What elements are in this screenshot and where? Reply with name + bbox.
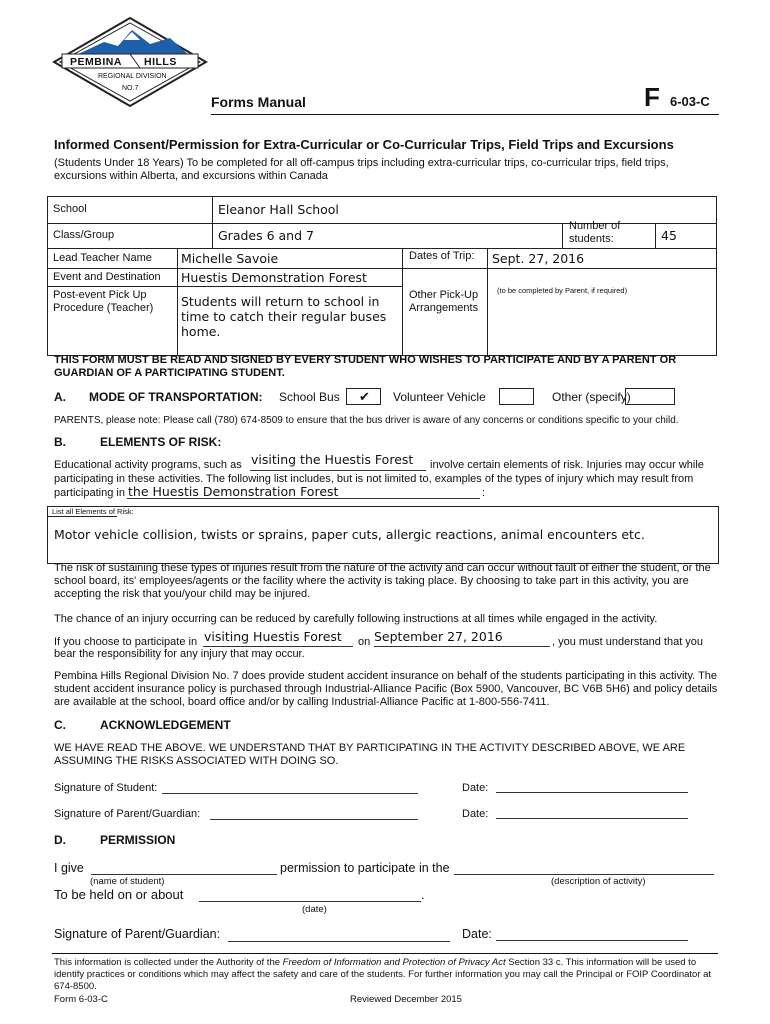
risk-list-value[interactable]: Motor vehicle collision, twists or sprains, paper cuts, allergic reactions, animal encounters etc. — [54, 527, 645, 542]
pembina-hills-logo — [52, 16, 208, 108]
i-give-label: I give — [54, 861, 84, 875]
section-b-title: ELEMENTS OF RISK: — [100, 435, 222, 449]
d-sig-parent-line[interactable] — [228, 941, 450, 942]
section-b-letter: B. — [54, 435, 66, 449]
lead-teacher-value[interactable]: Michelle Savoie — [181, 251, 279, 266]
d-date-label: Date: — [462, 927, 492, 941]
student-name-line[interactable] — [91, 874, 277, 875]
must-read-notice: THIS FORM MUST BE READ AND SIGNED BY EVERY STUDENT WHO WISHES TO PARTICIPATE AND BY A PARENT OR GUARDIAN OF A PARTICIPATING STUDENT. — [54, 354, 677, 379]
c-date1-line[interactable] — [496, 792, 688, 793]
dates-value[interactable]: Sept. 27, 2016 — [492, 251, 585, 266]
volunteer-label: Volunteer Vehicle — [393, 390, 486, 404]
risk-list-divider — [47, 516, 117, 517]
d-sig-parent-label: Signature of Parent/Guardian: — [54, 927, 221, 941]
b-p1-a: Educational activity programs, such as — [54, 459, 242, 471]
school-value[interactable]: Eleanor Hall School — [218, 202, 339, 217]
sig-parent-line[interactable] — [210, 819, 418, 820]
b-p4-fill2[interactable]: September 27, 2016 — [374, 629, 503, 644]
b-p5: Pembina Hills Regional Division No. 7 does provide student accident insurance on behalf of the students participating in this activity. The student accident insurance policy is purchased through Industrial-Alliance Pacific (Box 5900, Vancouver, BC V6B 5H6) and policy details are available at the school, board office and/or by calling Industrial-Alliance Pacific at 1-800-556-7411. — [54, 670, 718, 708]
other-pickup-label: Other Pick-Up Arrangements — [409, 289, 479, 314]
d-date-line[interactable] — [496, 940, 688, 941]
form-letter: F — [644, 82, 660, 112]
footer-act-name: Freedom of Information and Protection of Privacy Act — [282, 957, 506, 968]
b-p1-b: involve certain elements of risk. Injuries may occur while — [430, 459, 704, 471]
footer-form-no: Form 6-03-C — [54, 994, 108, 1005]
footer-text-a: This information is collected under the Authority of the — [54, 957, 283, 968]
footer-rule — [52, 953, 718, 954]
b-p4-fill1[interactable]: visiting Huestis Forest — [204, 629, 342, 644]
header-title: Forms Manual — [211, 94, 306, 110]
b-p3: The chance of an injury occurring can be reduced by carefully following instructions at all times while engaged in the activity. — [54, 613, 658, 625]
section-c-title: ACKNOWLEDGEMENT — [100, 718, 231, 732]
class-label: Class/Group — [53, 229, 115, 241]
b-p4-line2 — [374, 646, 550, 647]
activity-line[interactable] — [454, 874, 714, 875]
other-checkbox[interactable] — [625, 388, 675, 405]
sig-student-line[interactable] — [162, 793, 418, 794]
section-a-letter: A. — [54, 390, 66, 404]
form-code: 6-03-C — [670, 94, 710, 109]
class-value[interactable]: Grades 6 and 7 — [218, 228, 314, 243]
c-date2-line[interactable] — [496, 818, 688, 819]
risk-list-label: List all Elements of Risk: — [52, 507, 134, 516]
activity-caption: (description of activity) — [551, 876, 646, 887]
b-p4-on: on — [358, 636, 371, 648]
section-c-letter: C. — [54, 718, 66, 732]
date-caption: (date) — [302, 904, 327, 915]
name-caption: (name of student) — [90, 876, 165, 887]
sig-parent-label: Signature of Parent/Guardian: — [54, 808, 201, 820]
b-p4-b: , you must understand that you — [552, 636, 704, 648]
logo-name-right: HILLS — [144, 56, 177, 68]
c-text: WE HAVE READ THE ABOVE. WE UNDERSTAND THAT BY PARTICIPATING IN THE ACTIVITY DESCRIBED ABOVE, WE ARE ASSUMING THE RISKS ASSOCIATED WITH DOING SO. — [54, 742, 686, 767]
footer-text-b: Section 33 c. This information will be used to identify practices or conditions which may affect the safety and care of the students. For further information you may call the Principal or FOIP Coordinator at 674-8500. — [54, 957, 712, 992]
b-p1-c: participating in these activities. The following list includes, but is not limited to, examples of the types of injury which may result from — [54, 473, 694, 485]
b-p1-e: : — [482, 487, 486, 499]
b-p4-c: bear the responsibility for any injury that may occur. — [54, 648, 305, 660]
trip-info-table — [47, 196, 717, 356]
b-p1-d: participating in — [54, 487, 125, 499]
logo-name-left: PEMBINA — [70, 56, 122, 68]
held-date-line[interactable] — [199, 901, 421, 902]
num-students-label: Number of students: — [569, 220, 621, 245]
logo-sub1: REGIONAL DIVISION — [98, 73, 167, 80]
sig-student-label: Signature of Student: — [54, 782, 158, 794]
school-label: School — [53, 203, 87, 215]
footer-reviewed: Reviewed December 2015 — [350, 994, 462, 1005]
b-p1-fill2[interactable]: the Huestis Demonstration Forest — [128, 484, 339, 499]
held-period: . — [421, 887, 425, 902]
event-label: Event and Destination — [53, 271, 161, 283]
section-a-title: MODE OF TRANSPORTATION: — [89, 390, 263, 404]
intro-text: (Students Under 18 Years) To be completed for all off-campus trips including extra-curricular trips, co-curricular trips, field trips, excursions within Alberta, and excursions within Canada — [54, 157, 669, 182]
c-date2-label: Date: — [462, 808, 489, 820]
c-date1-label: Date: — [462, 782, 489, 794]
section-d-title: PERMISSION — [100, 833, 176, 847]
postevent-value[interactable]: Students will return to school in time to catch their regular buses home. — [181, 294, 387, 339]
footer-text — [54, 957, 718, 993]
b-p4-a: If you choose to participate in — [54, 636, 198, 648]
school-bus-label: School Bus — [279, 390, 340, 404]
check-icon: ✔ — [359, 389, 370, 404]
dates-label: Dates of Trip: — [409, 250, 475, 262]
permission-text: permission to participate in the — [280, 861, 450, 875]
other-pickup-note: (to be completed by Parent, if required) — [497, 286, 628, 295]
held-on-label: To be held on or about — [54, 887, 184, 902]
event-value[interactable]: Huestis Demonstration Forest — [181, 270, 367, 285]
b-p1-fill1[interactable]: visiting the Huestis Forest — [251, 452, 414, 467]
parents-note: PARENTS, please note: Please call (780) 674-8509 to ensure that the bus driver is aware of any concerns or conditions specific to your child. — [54, 415, 679, 426]
doc-title: Informed Consent/Permission for Extra-Curricular or Co-Curricular Trips, Field Trips and Excursions — [54, 137, 674, 152]
logo-sub2: NO.7 — [122, 85, 139, 92]
section-d-letter: D. — [54, 833, 66, 847]
volunteer-checkbox[interactable] — [499, 388, 534, 405]
other-label: Other (specify) — [552, 390, 631, 404]
lead-teacher-label: Lead Teacher Name — [53, 252, 152, 264]
b-p4-line1 — [203, 646, 353, 647]
postevent-label: Post-event Pick Up Procedure (Teacher) — [53, 289, 154, 314]
header-rule — [211, 114, 719, 115]
num-students-value[interactable]: 45 — [661, 228, 677, 243]
b-p1-line2 — [127, 498, 480, 499]
b-p1-line1 — [250, 470, 426, 471]
b-p2: The risk of sustaining these types of injuries result from the nature of the activity and can occur without fault of either the student, or the school board, its' employees/agents or the facility where the activity is taking place. By choosing to take part in this activity, you are accepting the risk that you/your child may be injured. — [54, 562, 711, 600]
